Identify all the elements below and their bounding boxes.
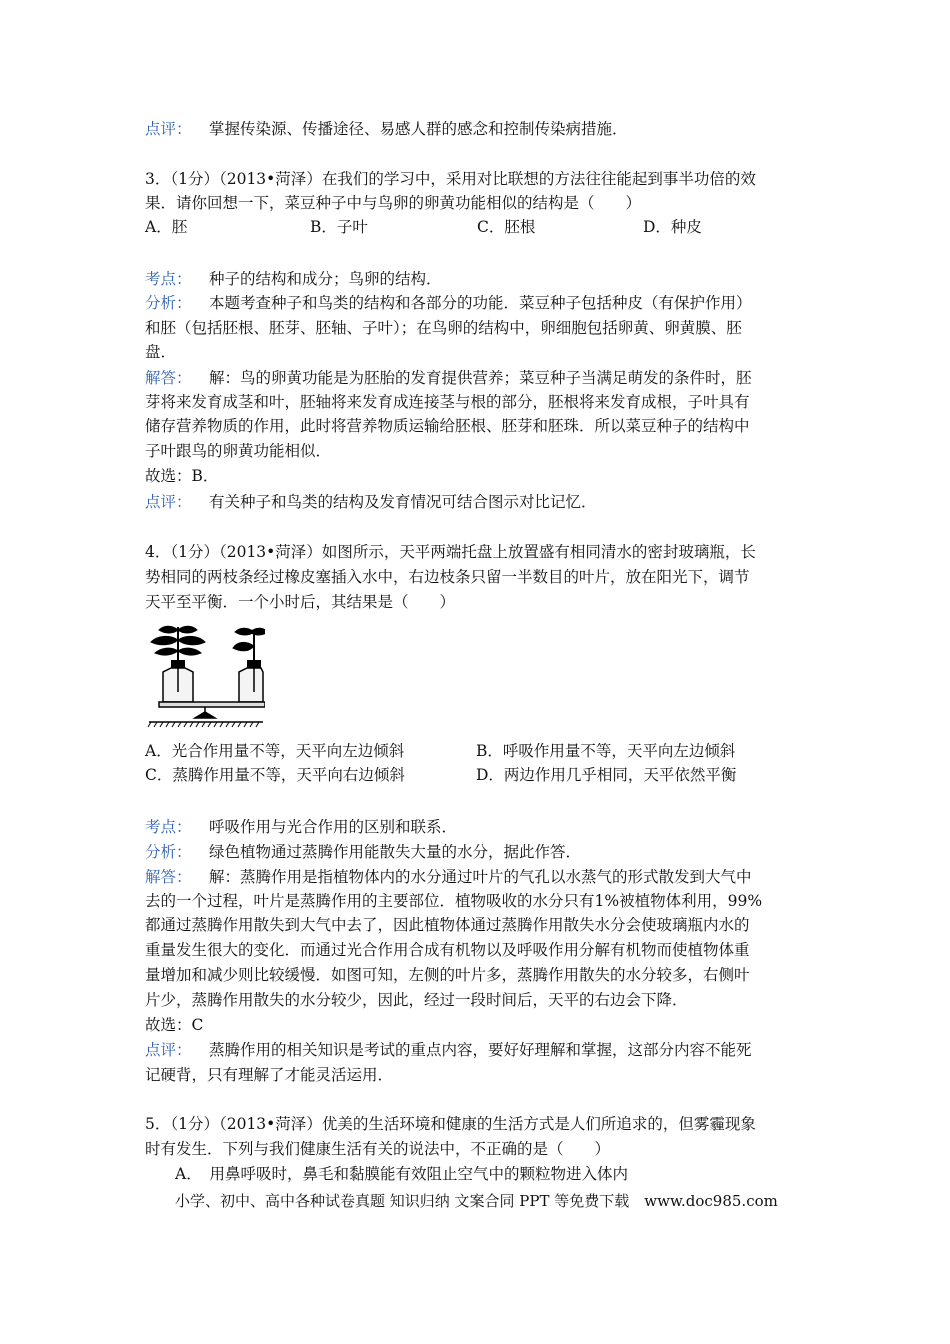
jieda-label: 解答： xyxy=(145,868,192,886)
q4-jieda-line-5: 量增加和减少则比较缓慢．如图可知，左侧的叶片多，蒸腾作用散失的水分较多，右侧叶 xyxy=(145,966,750,984)
q3-jieda xyxy=(145,366,815,390)
q3-fenxi-line-2: 和胚（包括胚根、胚芽、胚轴、子叶）；在鸟卵的结构中，卵细胞包括卵黄、卵黄膜、胚 xyxy=(145,319,742,337)
q3-jieda-line-2: 芽将来发育成茎和叶，胚轴将来发育成连接茎与根的部分，胚根将来发育成根，子叶具有 xyxy=(145,393,750,411)
page-footer: 小学、初中、高中各种试卷真题 知识归纳 文案合同 PPT 等免费下载 www.doc985.com xyxy=(175,1192,778,1210)
q3-jieda-line-4: 子叶跟鸟的卵黄功能相似． xyxy=(145,442,332,460)
q4-jieda xyxy=(145,865,815,889)
kaodian-label: 考点： xyxy=(145,270,192,288)
jieda-text: 解：蒸腾作用是指植物体内的水分通过叶片的气孔以水蒸气的形式散发到大气中 xyxy=(209,868,752,886)
comment-label: 点评： xyxy=(145,1041,192,1059)
kaodian-label: 考点： xyxy=(145,818,192,836)
q3-option-b: B．子叶 xyxy=(310,218,368,236)
comment-line xyxy=(145,117,815,141)
q4-jieda-line-2: 去的一个过程，叶片是蒸腾作用的主要部位．植物吸收的水分只有1%被植物体利用，99% xyxy=(145,892,763,910)
q4-comment xyxy=(145,1038,815,1062)
balance-beam-icon xyxy=(148,702,265,727)
q3-stem-line-2: 果．请你回想一下，菜豆种子中与鸟卵的卵黄功能相似的结构是（ ） xyxy=(145,194,642,212)
comment-text: 掌握传染源、传播途径、易感人群的感念和控制传染病措施． xyxy=(209,120,628,138)
jieda-label: 解答： xyxy=(145,369,192,387)
q3-answer: 故选：B． xyxy=(145,467,219,485)
comment-label: 点评： xyxy=(145,493,192,511)
fenxi-text: 本题考查种子和鸟类的结构和各部分的功能．菜豆种子包括种皮（有保护作用） xyxy=(209,294,752,312)
right-bottle-icon xyxy=(239,660,263,702)
fenxi-label: 分析： xyxy=(145,294,192,312)
comment-label: 点评： xyxy=(145,120,192,138)
q5-stem-line-2: 时有发生．下列与我们健康生活有关的说法中，不正确的是（ ） xyxy=(145,1140,611,1158)
kaodian-text: 呼吸作用与光合作用的区别和联系． xyxy=(209,818,458,836)
kaodian-text: 种子的结构和成分；鸟卵的结构． xyxy=(209,270,442,288)
q3-option-d: D．种皮 xyxy=(643,218,702,236)
q5-stem-line-1: 5．（1分）（2013•菏泽）优美的生活环境和健康的生活方式是人们所追求的，但雾霾现象 xyxy=(145,1115,756,1133)
comment-text: 有关种子和鸟类的结构及发育情况可结合图示对比记忆． xyxy=(209,493,597,511)
q3-jieda-line-3: 储存营养物质的作用，此时将营养物质运输给胚根、胚芽和胚珠．所以菜豆种子的结构中 xyxy=(145,417,750,435)
comment-text: 蒸腾作用的相关知识是考试的重点内容，要好好理解和掌握，这部分内容不能死 xyxy=(209,1041,752,1059)
q4-comment-line-2: 记硬背，只有理解了才能灵活运用． xyxy=(145,1066,394,1084)
fenxi-label: 分析： xyxy=(145,843,192,861)
q3-fenxi-line-3: 盘． xyxy=(145,343,177,361)
jieda-text: 解：鸟的卵黄功能是为胚胎的发育提供营养；菜豆种子当满足萌发的条件时，胚 xyxy=(209,369,752,387)
q4-kaodian xyxy=(145,815,815,839)
q4-jieda-line-3: 都通过蒸腾作用散失到大气中去了，因此植物体通过蒸腾作用散失水分会使玻璃瓶内水的 xyxy=(145,916,750,934)
q3-kaodian xyxy=(145,267,815,291)
left-plant-icon xyxy=(151,626,205,662)
q3-comment xyxy=(145,490,815,514)
q3-option-a: A．胚 xyxy=(145,218,188,236)
q4-jieda-line-6: 片少，蒸腾作用散失的水分较少，因此，经过一段时间后，天平的右边会下降． xyxy=(145,991,688,1009)
q4-answer: 故选：C xyxy=(145,1016,204,1034)
q3-stem-line-1: 3．（1分）（2013•菏泽）在我们的学习中，采用对比联想的方法往往能起到事半功倍的效 xyxy=(145,170,756,188)
q4-option-b: B．呼吸作用量不等，天平向左边倾斜 xyxy=(476,742,736,760)
q4-option-c: C．蒸腾作用量不等，天平向右边倾斜 xyxy=(145,766,405,784)
left-bottle-icon xyxy=(163,660,193,702)
q3-fenxi xyxy=(145,291,815,315)
balance-plants-figure xyxy=(145,622,265,730)
fenxi-text: 绿色植物通过蒸腾作用能散失大量的水分，据此作答． xyxy=(209,843,582,861)
q4-stem-line-3: 天平至平衡．一个小时后，其结果是（ ） xyxy=(145,593,456,611)
q4-option-a: A．光合作用量不等，天平向左边倾斜 xyxy=(145,742,405,760)
q4-jieda-line-4: 重量发生很大的变化．而通过光合作用合成有机物以及呼吸作用分解有机物而使植物体重 xyxy=(145,941,750,959)
q4-stem-line-2: 势相同的两枝条经过橡皮塞插入水中，右边枝条只留一半数目的叶片，放在阳光下，调节 xyxy=(145,568,750,586)
q4-stem-line-1: 4．（1分）（2013•菏泽）如图所示，天平两端托盘上放置盛有相同清水的密封玻璃瓶，长 xyxy=(145,543,756,561)
right-plant-icon xyxy=(233,628,265,662)
q4-option-d: D．两边作用几乎相同，天平依然平衡 xyxy=(476,766,737,784)
q4-fenxi xyxy=(145,840,815,864)
q5-option-a: A． 用鼻呼吸时，鼻毛和黏膜能有效阻止空气中的颗粒物进入体内 xyxy=(175,1165,628,1183)
q3-option-c: C．胚根 xyxy=(477,218,536,236)
